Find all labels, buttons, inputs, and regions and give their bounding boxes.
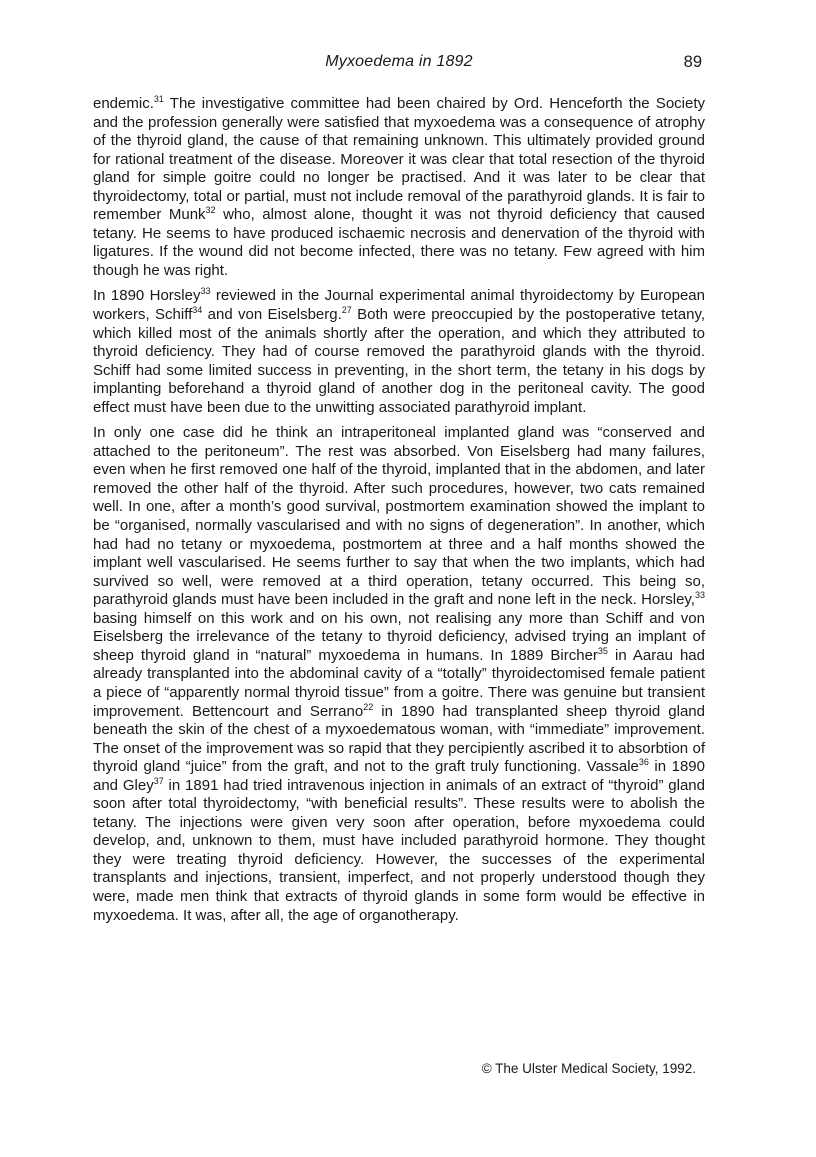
citation-ref: 34	[192, 305, 203, 316]
citation-ref: 36	[638, 757, 649, 768]
citation-ref: 37	[153, 775, 164, 786]
citation-ref: 31	[153, 94, 164, 104]
paragraph	[93, 95, 705, 280]
text-run: who, almost alone, thought it was not thyroid deficiency that caused tetany. He seems to have produced ischaemic necrosis and denervation of the thyroid with ligatures. If the wound did not become infected, there was no tetany. Few agreed with him though he was right.	[93, 206, 706, 279]
citation-ref: 27	[341, 305, 352, 316]
page-number: 89	[683, 53, 702, 71]
running-head	[93, 53, 705, 75]
body-text	[93, 95, 705, 932]
text-run: In 1890 Horsley	[93, 287, 201, 305]
text-run: The investigative committee had been chaired by Ord. Henceforth the Society and the profession generally were satisfied that myxoedema was a consequence of atrophy of the thyroid gland, the cause of that remaining unknown. This ultimately provided ground for rational treatment of the disease. Moreover it was clear that total resection of the thyroid gland for simple goitre could no longer be practised. And it was later to be clear that thyroidectomy, total or partial, must not include removal of the parathyroid glands. It is fair to remember Munk	[93, 95, 705, 224]
text-run: In only one case did he think an intraperitoneal implanted gland was “conserved and attached to the peritoneum”. The rest was absorbed. Von Eiselsberg had many failures, even when he first removed one half of the thyroid, implanted that in the abdomen, and later removed the other half of the thyroid. After such procedures, however, two cats remained well. In one, after a month’s good survival, postmortem examination showed the implant to be “organised, normally vascularised and with no signs of degeneration”. In another, which had had no tetany or myxoedema, postmortem at three and a half months showed the implant well vascularised. He seems further to say that when the two implants, which had survived so well, were removed at a third operation, tetany occurred. This being so, parathyroid glands must have been included in the graft and none left in the neck. Horsley,	[93, 424, 705, 609]
copyright-notice: © The Ulster Medical Society, 1992.	[481, 1061, 696, 1076]
text-run: reviewed in the Journal experimental animal thyroidectomy by European workers, Schiff	[93, 287, 705, 324]
text-run: in 1891 had tried intravenous injection in animals of an extract of “thyroid” gland soon after total thyroidectomy, “with beneficial results”. These results were to abolish the tetany. The injections were given very soon after operation, before myxoedema could develop, and, unknown to them, must have included parathyroid hormone. They thought they were treating thyroid deficiency. However, the successes of the experimental transplants and injections, transient, imperfect, and not properly understood though they were, made men think that extracts of thyroid glands in some form would be effective in myxoedema. It was, after all, the age of organotherapy.	[93, 776, 705, 924]
citation-ref: 33	[694, 590, 705, 601]
text-run: in 1890 and Gley	[93, 758, 705, 794]
text-run: basing himself on this work and on his own, not realising any more than Schiff and von Eiselsberg the irrelevance of the tetany to thyroid deficiency, advised trying an implant of sheep thyroid gland in “natural” myxoedema in humans. In 1889 Bircher	[93, 609, 705, 664]
running-title: Myxoedema in 1892	[325, 53, 473, 70]
citation-ref: 22	[363, 701, 374, 712]
text-run: in 1890 had transplanted sheep thyroid gland beneath the skin of the chest of a myxoedematous woman, with “immediate” improvement. The onset of the improvement was so rapid that they percipiently ascribed it to absorbtion of thyroid gland “juice” from the graft, and not to the graft truly functioning. Vassale	[93, 702, 705, 776]
paragraph	[93, 287, 705, 417]
text-run: endemic.	[93, 95, 154, 112]
text-run: in Aarau had already transplanted into the abdominal cavity of a “totally” thyroidectomised female patient a piece of “apparently normal thyroid tissue” from a goitre. There was genuine but transient improvement. Bettencourt and Serrano	[93, 646, 705, 720]
citation-ref: 33	[200, 286, 211, 297]
text-run: Both were preoccupied by the postoperative tetany, which killed most of the animals shortly after the operation, and which they attributed to thyroid deficiency. They had of course removed the parathyroid glands with the thyroid. Schiff had some limited success in preventing, in the short term, the tetany in his dogs by implanting beforehand a thyroid gland of another dog in the peritoneal cavity. The good effect must have been due to the unwitting associated parathyroid implant.	[93, 306, 705, 416]
citation-ref: 35	[597, 645, 608, 656]
paragraph	[93, 424, 705, 925]
citation-ref: 32	[205, 205, 216, 216]
text-run: and von Eiselsberg.	[202, 306, 342, 324]
